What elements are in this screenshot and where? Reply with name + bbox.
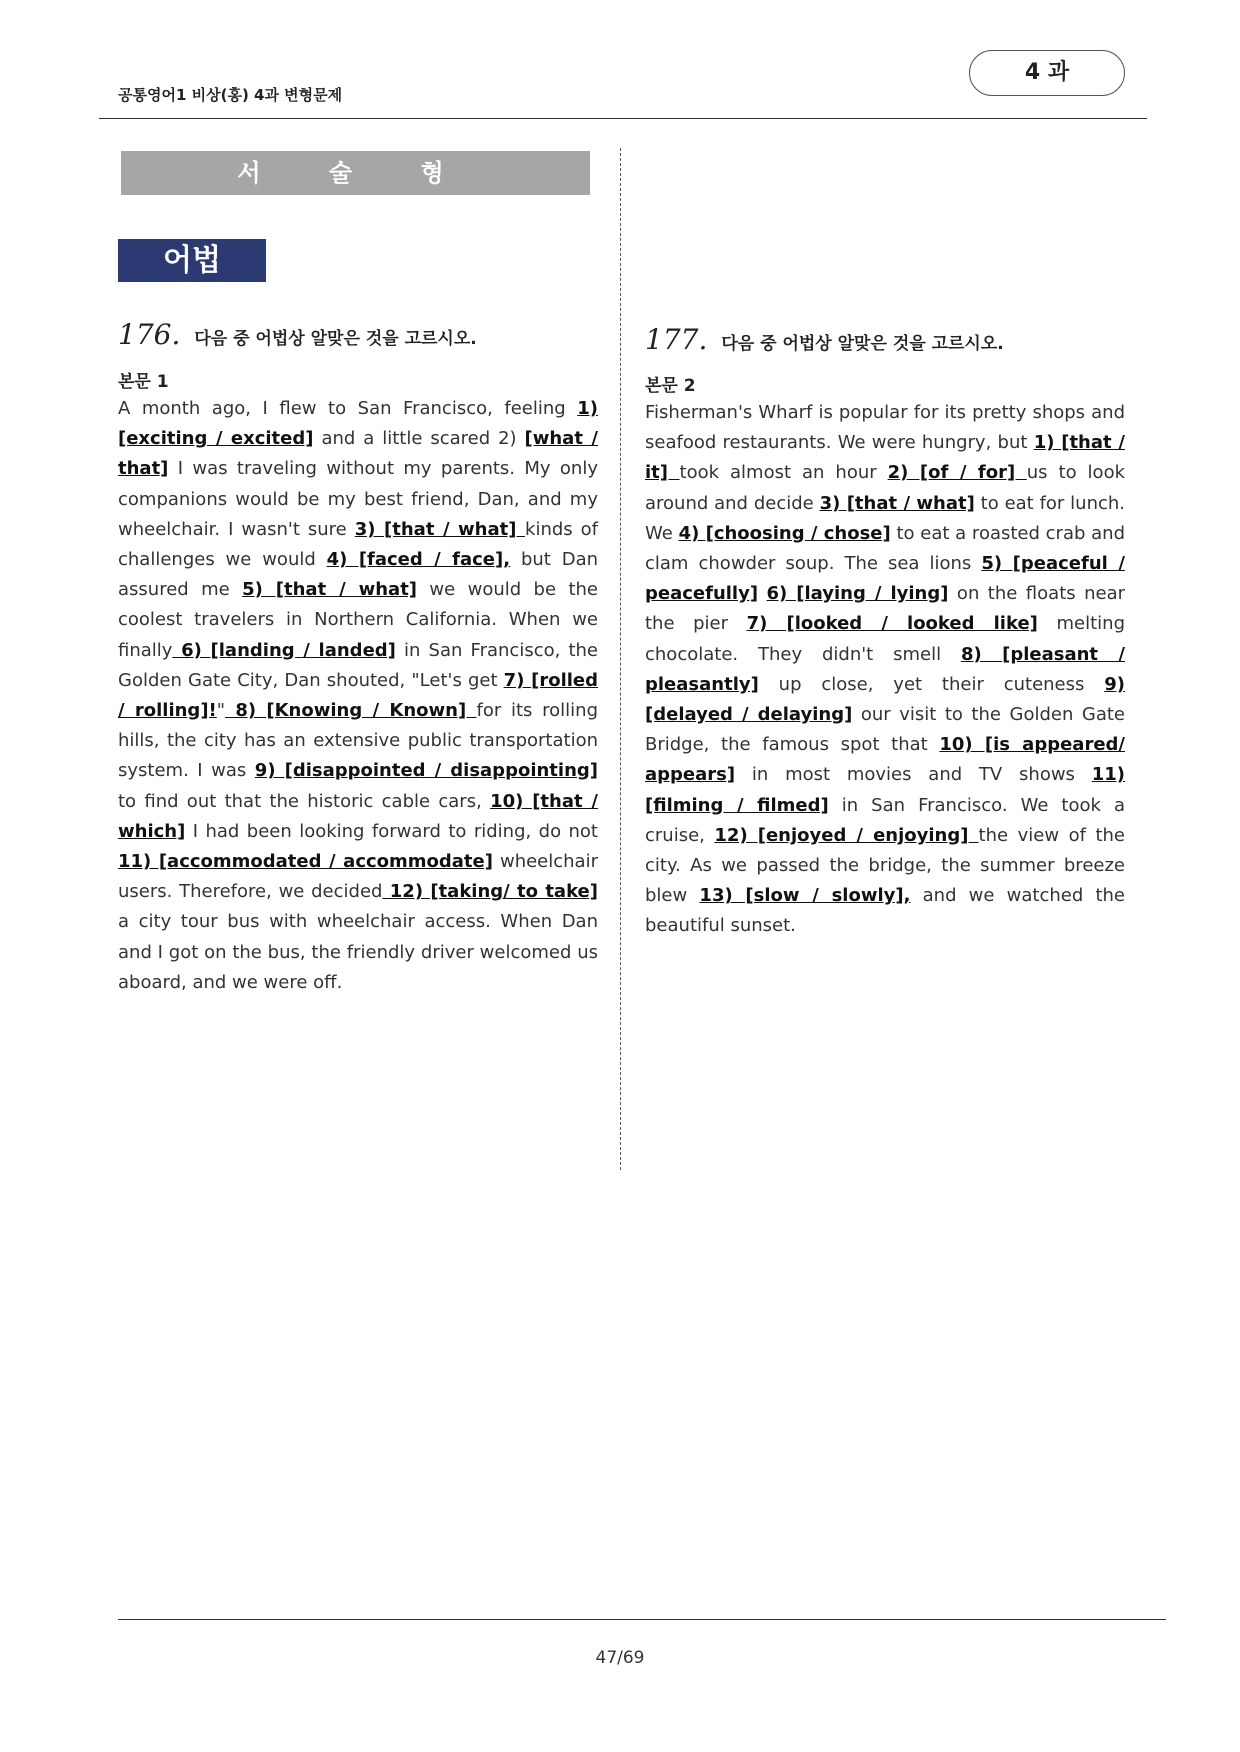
passage-segment: Fisherman's Wharf is popular for its pretty shops and seafood restaurants. We were hungry, but <box>645 402 1125 454</box>
answer-choice: 6) [landing / landed] <box>172 639 396 661</box>
passage-segment: for its rolling hills, the city has an extensive public transportation system. I was <box>118 700 599 782</box>
question-prompt: 다음 중 어법상 알맞은 것을 고르시오. <box>194 329 477 349</box>
answer-choice: 7) [looked / looked like] <box>746 613 1038 635</box>
answer-choice: 10) [is appeared/ appears] <box>645 734 1125 786</box>
passage-segment: our visit to the Golden Gate Bridge, the famous spot that <box>645 704 1125 756</box>
answer-choice: 4) [faced / face], <box>326 549 511 571</box>
passage-segment: but Dan assured me <box>118 549 599 601</box>
answer-choice: 7) [rolled / rolling]! <box>118 669 598 722</box>
answer-choice: 9) [delayed / delaying] <box>645 673 1125 726</box>
question-number: 177. <box>645 323 708 356</box>
answer-choice: 8) [pleasant / pleasantly] <box>645 643 1125 695</box>
answer-choice: 3) [that / what] <box>354 518 526 540</box>
passage-segment: kinds of challenges we would <box>118 518 598 571</box>
passage-segment: wheelchair users. Therefore, we decided <box>118 851 598 903</box>
document-title: 공통영어1 비상(홍) 4과 변형문제 <box>118 86 343 104</box>
section-label-bar: 서 술 형 <box>121 151 590 195</box>
answer-choice: 10) [that / which] <box>118 790 598 842</box>
answer-choice: 5) [peaceful / peacefully] <box>645 553 1125 605</box>
answer-choice: 6) [laying / lying] <box>766 583 949 605</box>
answer-choice: 8) [Knowing / Known] <box>225 700 477 722</box>
answer-choice: 1) [exciting / excited] <box>118 398 598 450</box>
passage-segment: and a little scared 2) <box>313 428 525 450</box>
passage-segment: on the floats near the pier <box>645 583 1125 635</box>
question-number: 176. <box>118 318 181 351</box>
passage-segment: the view of the city. As we passed the bridge, the summer breeze blew <box>645 824 1125 907</box>
answer-choice: [what / that] <box>118 428 598 480</box>
answer-choice: 12) [enjoyed / enjoying] <box>714 824 979 846</box>
passage-segment: I was traveling without my parents. My only companions would be my best friend, Dan, and my wheelchair. I wasn't sure <box>118 458 598 540</box>
passage-segment: in San Francisco. We took a cruise, <box>645 794 1125 846</box>
passage-segment: in most movies and TV shows <box>735 764 1092 786</box>
question-177-header <box>645 323 1004 356</box>
passage-label: 본문 2 <box>645 376 696 396</box>
column-divider <box>620 148 621 1170</box>
passage-segment: to eat for lunch. We <box>645 492 1126 544</box>
lesson-badge: 4 과 <box>969 50 1125 96</box>
answer-choice: 5) [that / what] <box>242 579 418 601</box>
passage-segment: to find out that the historic cable cars, <box>118 790 491 812</box>
answer-choice: 11) [filming / filmed] <box>645 764 1125 816</box>
page-number: 47/69 <box>595 1648 645 1668</box>
answer-choice: 12) [taking/ to take] <box>382 881 598 903</box>
answer-choice: 1) [that / it] <box>645 432 1125 484</box>
answer-choice: 13) [slow / slowly], <box>699 885 911 907</box>
header-divider <box>99 118 1147 119</box>
passage-text <box>118 394 598 998</box>
question-prompt: 다음 중 어법상 알맞은 것을 고르시오. <box>721 334 1004 354</box>
passage-segment: took almost an hour <box>679 462 888 484</box>
passage-segment: up close, yet their cuteness <box>758 673 1105 695</box>
footer-divider <box>118 1619 1166 1620</box>
answer-choice: 4) [choosing / chose] <box>678 522 891 544</box>
question-176-header <box>118 318 477 351</box>
passage-segment: us to look around and decide <box>645 462 1126 514</box>
answer-choice: 9) [disappointed / disappointing] <box>254 760 598 782</box>
passage-label: 본문 1 <box>118 372 169 392</box>
passage-segment: A month ago, I flew to San Francisco, feeling <box>118 398 578 419</box>
passage-segment: a city tour bus with wheelchair access. When Dan and I got on the bus, the friendly driver welcomed us aboard, and we were off. <box>118 911 598 993</box>
passage-segment: " <box>216 700 226 722</box>
answer-choice: 2) [of / for] <box>887 462 1027 484</box>
passage-segment: we would be the coolest travelers in Northern California. When we finally <box>118 579 598 661</box>
passage-text <box>645 398 1125 942</box>
passage-segment: and we watched the beautiful sunset. <box>645 885 1126 937</box>
answer-choice: 3) [that / what] <box>819 492 975 514</box>
answer-choice: 11) [accommodated / accommodate] <box>118 851 493 873</box>
passage-segment: I had been looking forward to riding, do not <box>185 820 598 842</box>
passage-segment: melting chocolate. They didn't smell <box>645 613 1125 665</box>
passage-segment: in San Francisco, the Golden Gate City, Dan shouted, "Let's get <box>118 639 598 691</box>
category-label-box: 어법 <box>118 239 266 282</box>
passage-segment <box>758 583 766 604</box>
passage-segment: to eat a roasted crab and clam chowder soup. The sea lions <box>645 522 1125 575</box>
